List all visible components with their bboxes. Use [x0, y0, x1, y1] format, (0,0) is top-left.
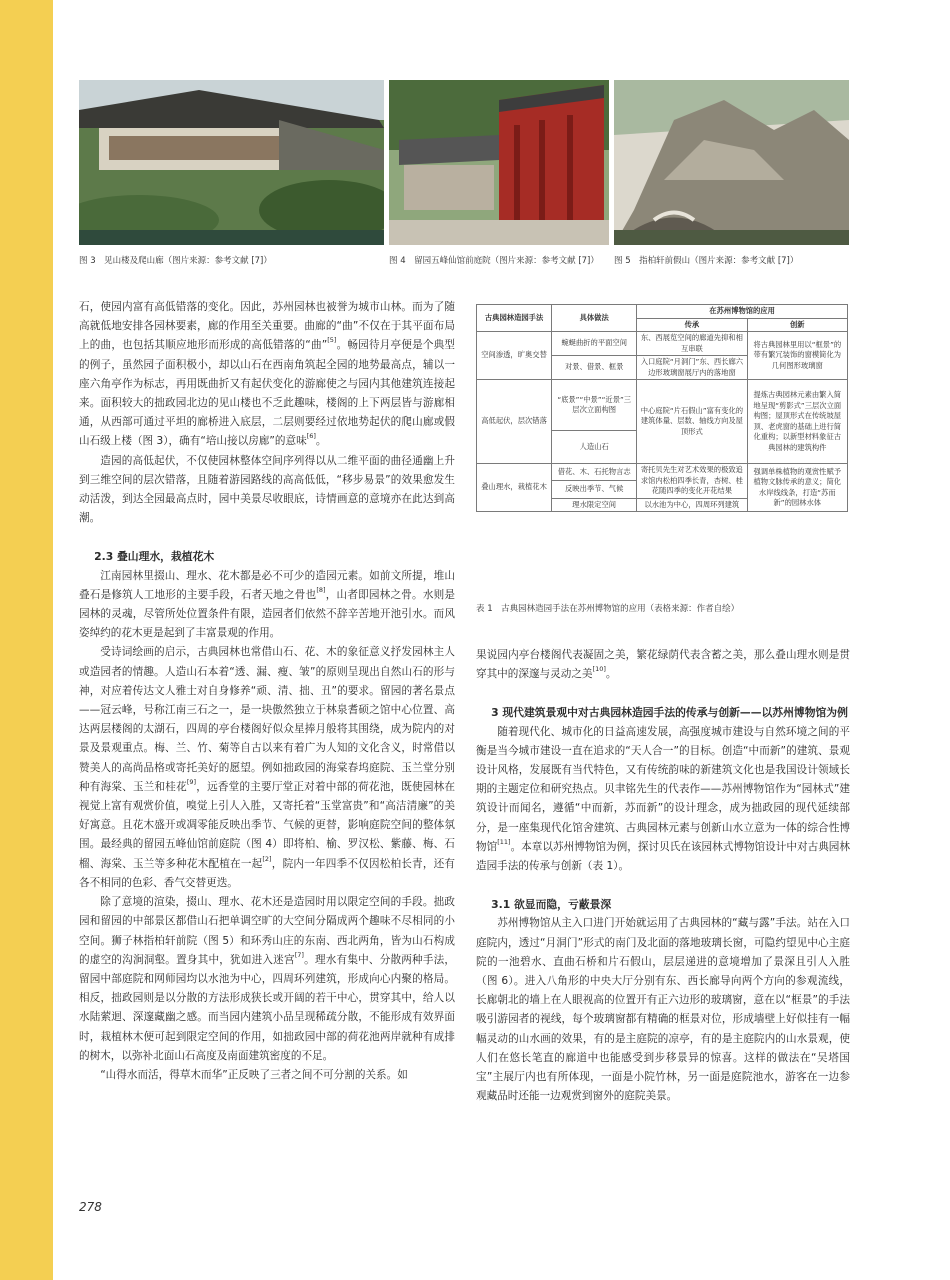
section-heading-3-1: 3.1 欲显而隐，亏蔽景深 [491, 898, 612, 912]
paragraph: 苏州博物馆从主入口进门开始就运用了古典园林的“藏与露”手法。站在入口庭院内，透过“月洞门”形式的南门及北面的落地玻璃长窗，可隐约望见中心主庭院的一池碧水、直曲石桥和片石假山，层层递进的意境增加了景深且引人入胜（图 6）。进入八角形的中央大厅分别有东、西长廊导向两个方向的参观流线，长廊朝北的墙上在人眼视高的位置开有正六边形的玻璃窗，意在以“框景”的手法吸引游园者的视线，每个玻璃窗都有精确的框景对位，形成墙壁上好似挂有一幅幅灵动的山水画的效果，有的是主庭院的凉亭，有的是主庭院内的山水景观，使人们在悠长笔直的廊道中也能感受到步移景异的惊喜。这样的做法在“吴塔国宝”主展厅内也有所体现，一面是小院竹林，另一面是庭院池水，游客在一边参观藏品时还能一边观赏到窗外的庭院美景。 [476, 917, 850, 1103]
figure-4-caption: 图 4 留园五峰仙馆前庭院（图片来源：参考文献 [7]） [389, 256, 599, 266]
table-cell: 东、西展览空间的廊道先抑和相互串联 [637, 332, 747, 356]
paragraph: 随着现代化、城市化的日益高速发展，高强度城市建设与自然环境之间的平衡是当今城市建设一直在追求的“天人合一”的目标。创造“中而新”的建筑、景观设计风格，发展既有当代特色，又有传统韵味的新建筑文化也是我国设计领域长期的主题定位和研究热点。贝聿铭先生的代表作——苏州博物馆作为“园林式”建筑设计而闻名，遵循“中而新，苏而新”的设计理念，成为拙政园的现代延续部分，是一座集现代化馆舍建筑、古典园林元素与创新山水立意为一体的综合性博物馆[11]。本章以苏州博物馆为例，探讨贝氏在该园林式博物馆设计中对古典园林造园手法的传承与创新（表 1）。 [476, 725, 851, 873]
table-cell: 蜿蜒曲折的平面空间 [552, 332, 637, 356]
table-header: 在苏州博物馆的应用 [637, 305, 848, 319]
right-text-column [476, 646, 850, 1106]
table-cell: 空间渗透，旷奥交替 [477, 332, 552, 380]
paragraph: 石，使园内富有高低错落的变化。因此，苏州园林也被誉为城市山林。而为了随高就低地安排各园林要素，廊的作用至关重要。曲廊的“曲”不仅在于其平面布局上的曲，也包括其顺应地形而形成的高低错落的“曲”[5]。畅园待月亭便是个典型的例子，虽然园子面积极小，却以山石在西南角筑起全园的地势最高点，辅以一座六角亭作为标志，再用既曲折又有起伏变化的游廊使之与园内其他建筑连接起来。面积较大的拙政园北边的见山楼也不乏此趣味，楼阁的上下两层皆与游廊相通，从西部可通过平坦的廊桥进入底层，二层则要经过依地势起伏的爬山廊或假山石级上楼（图 3），确有“培山接以房廊”的意味[6]。 [79, 301, 455, 448]
figure-5-caption: 图 5 指柏轩前假山（图片来源：参考文献 [7]） [614, 256, 799, 266]
table-cell: 反映出季节、气候 [552, 481, 637, 498]
table-cell: 入口庭院“月洞门”东、西长廊六边形玻璃窗展厅内的落地窗 [637, 356, 747, 380]
side-color-band [0, 0, 53, 1280]
figure-3-photo [79, 80, 384, 245]
table-cell: 高低起伏，层次错落 [477, 380, 552, 464]
table-cell: 强调单株植物的观赏性赋予植物文脉传承的意义；简化水岸线线条，打造“苏而新”的园林水体 [747, 464, 847, 512]
section-heading-3: 3 现代建筑景观中对古典园林造园手法的传承与创新——以苏州博物馆为例 [491, 706, 848, 720]
table-1 [476, 304, 848, 512]
table-header: 古典园林造园手法 [477, 305, 552, 332]
table-cell: “底景”“中景”“近景”三层次立面构图 [552, 380, 637, 431]
paragraph: 造园的高低起伏，不仅使园林整体空间序列得以从二维平面的曲径通幽上升到三维空间的层次错落，且随着游园路线的高高低低，“移步易景”的效果愈发生动活泼，到达全园最高点时，园中美景尽收眼底，诗情画意的意境亦在此达到高潮。 [79, 454, 455, 525]
table-cell: 将古典园林里用以“框景”的带有繁冗装饰的窗模简化为几何图形玻璃窗 [747, 332, 847, 380]
table-cell: 对景、借景、框景 [552, 356, 637, 380]
table-cell: 理水限定空间 [552, 498, 637, 512]
paragraph: “山得水而活，得草木而华”正反映了三者之间不可分割的关系。如 [100, 1068, 408, 1081]
paragraph: 江南园林里掇山、理水、花木都是必不可少的造园元素。如前文所提，堆山叠石是修筑人工地形的主要手段，石者天地之骨也[8]，山者即园林之骨。水则是园林的灵魂，尽管所处位置条件有限，造园者们依然不辞辛苦地开池引水。而风姿绰约的花木更是起到了丰富景观的作用。 [79, 569, 455, 640]
figure-3-caption: 图 3 见山楼及爬山廊（图片来源：参考文献 [7]） [79, 256, 272, 266]
paragraph: 除了意境的渲染，掇山、理水、花木还是造园时用以限定空间的手段。拙政园和留园的中部景区都借山石把单调空旷的大空间分隔成两个趣味不尽相同的小空间。狮子林指柏轩前院（图 5）和环秀山庄的东南、西北两角，皆为山石构成的虚空的沟涧洞壑。置身其中，犹如进入迷宫[7]。理水有集中、分散两种手法，留园中部庭院和网师园均以水池为中心，四周环列建筑，形成向心内聚的格局。相反，拙政园则是以分散的方法形成狭长或开阔的若干中心，贯穿其中，给人以水陆萦迴、深邃藏幽之感。而当园内建筑小品呈现稀疏分散，不能形成有效界面时，栽植林木便可起到限定空间的作用，如拙政园中部的荷花池两岸就种有成排的树木，以弥补北面山石高度及南面建筑密度的不足。 [79, 896, 456, 1062]
table-cell: 借花、木、石托物言志 [552, 464, 637, 481]
table-cell: 人造山石 [552, 431, 637, 464]
paragraph: 果说园内亭台楼阁代表凝固之美，繁花绿荫代表含蓄之美，那么叠山理水则是贯穿其中的深邃与灵动之美[10]。 [476, 649, 850, 681]
figure-5-photo [614, 80, 849, 245]
table-header: 创新 [747, 318, 847, 332]
left-text-column [79, 298, 455, 1085]
table-cell: 以水池为中心，四周环列建筑 [637, 498, 747, 512]
table-header: 传承 [637, 318, 747, 332]
table-cell: 提炼古典园林元素由繁入简地呈现“剪影式”三层次立面构图；屋顶形式在传统坡屋顶、老虎窗的基础上进行简化重构；以新型材料象征古典园林的建筑构件 [747, 380, 847, 464]
table-1-caption: 表 1 古典园林造园手法在苏州博物馆的应用（表格来源：作者自绘） [476, 604, 740, 614]
section-heading-2-3: 2.3 叠山理水，栽植花木 [94, 550, 215, 564]
paragraph: 受诗词绘画的启示，古典园林也常借山石、花、木的象征意义抒发园林主人或造园者的情趣。人造山石本着“透、漏、瘦、皱”的原则呈现出自然山石的形与神，对应着传达文人雅士对自身修养“顽、清、拙、丑”的要求。留园的著名景点——冠云峰，号称江南三石之一，是一块傲然独立于林泉耆硕之馆中心位置、高达两层楼阁的太湖石，四周的亭台楼阁好似众星捧月般将其围绕，成为院内的对景及景观重点。梅、兰、竹、菊等自古以来有着广为人知的文化含义，时常借以赞美人的高尚品格或寄托美好的愿望。例如拙政园的海棠春坞庭院、玉兰堂分别种有海棠、玉兰和桂花[9]，远香堂的主要厅堂正对着中部的荷花池，既使园林在视觉上富有观赏价值，嗅觉上引人入胜，又寄托着“玉堂富贵”和“高洁清廉”的美好寓意。且花木盛开或凋零能反映出季节、气候的更替，影响庭院空间的整体氛围。最经典的留园五峰仙馆前庭院（图 4）即将柏、榆、罗汉松、紫藤、梅、石榴、海棠、玉兰等多种花木配植在一起[2]，院内一年四季不仅因松柏长青，还有各不相同的色彩、香气交替更迭。 [79, 646, 456, 889]
page-number: 278 [79, 1200, 102, 1214]
figure-4-photo [389, 80, 609, 245]
table-header: 具体做法 [552, 305, 637, 332]
table-cell: 叠山理水，栽植花木 [477, 464, 552, 512]
table-cell: 中心庭院“片石假山”富有变化的建筑体量、层数、轴线方向及屋顶形式 [637, 380, 747, 464]
table-cell: 寄托贝先生对艺术效果的极致追求馆内松柏四季长青，杏树、桂花随四季的变化开花结果 [637, 464, 747, 499]
